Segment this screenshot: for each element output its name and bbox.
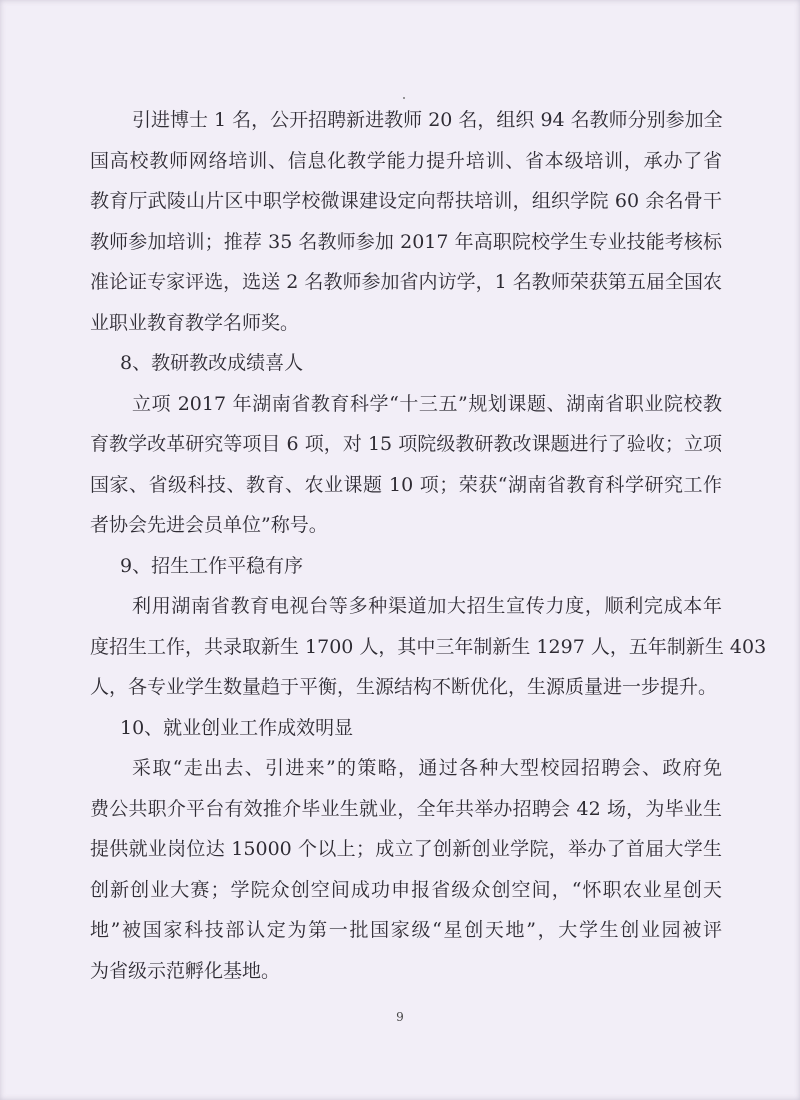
section-heading [90,708,722,749]
text-line: 国家、省级科技、教育、农业课题 10 项；荣获“湖南省教育科学研究工作 [90,473,722,496]
text-line: 采取“走出去、引进来”的策略，通过各种大型校园招聘会、政府免 [132,757,722,779]
paragraph [90,748,722,991]
text-line: 教育厅武陵山片区中职学校微课建设定向帮扶培训，组织学院 60 余名骨干 [90,190,722,212]
paragraph [90,586,767,708]
page-number: 9 [396,1010,404,1024]
heading-text: 8、教研教改成绩喜人 [120,352,304,374]
text-line: 地”被国家科技部认定为第一批国家级“星创天地”，大学生创业园被评 [90,919,722,941]
heading-text: 9、招生工作平稳有序 [120,554,304,577]
text-line: 度招生工作，共录取新生 1700 人，其中三年制新生 1297 人，五年制新生 403 [90,635,767,658]
text-line: 教师参加培训；推荐 35 名教师参加 2017 年高职院校学生专业技能考核标 [90,230,722,253]
text-line: 立项 2017 年湖南省教育科学“十三五”规划课题、湖南省职业院校教 [132,392,722,415]
paragraph [90,384,722,546]
text-line: 准论证专家评选，选送 2 名教师参加省内访学，1 名教师荣获第五届全国农 [90,271,722,293]
text-line: 提供就业岗位达 15000 个以上；成立了创新创业学院，举办了首届大学生 [90,838,722,860]
text-line: 利用湖南省教育电视台等多种渠道加大招生宣传力度，顺利完成本年 [132,595,722,617]
paragraph [90,100,722,343]
text-line: 为省级示范孵化基地。 [90,959,281,982]
text-line: 者协会先进会员单位”称号。 [90,514,328,536]
text-line: 育教学改革研究等项目 6 项，对 15 项院级教研教改课题进行了验收；立项 [90,433,722,455]
text-line: 人，各专业学生数量趋于平衡，生源结构不断优化，生源质量进一步提升。 [90,676,718,698]
text-line: 业职业教育教学名师奖。 [90,311,300,334]
text-line: 引进博士 1 名，公开招聘新进教师 20 名，组织 94 名教师分别参加全 [132,109,723,131]
document-body [90,100,767,991]
text-line: 国高校教师网络培训、信息化教学能力提升培训、省本级培训，承办了省 [90,149,722,172]
text-line: 费公共职介平台有效推介毕业生就业，全年共举办招聘会 42 场，为毕业生 [90,797,722,820]
section-heading [90,343,722,384]
scan-speck [403,97,405,99]
section-heading [90,546,722,587]
text-line: 创新创业大赛；学院众创空间成功申报省级众创空间，“怀职农业星创天 [90,878,722,901]
heading-text: 10、就业创业工作成效明显 [120,716,354,739]
